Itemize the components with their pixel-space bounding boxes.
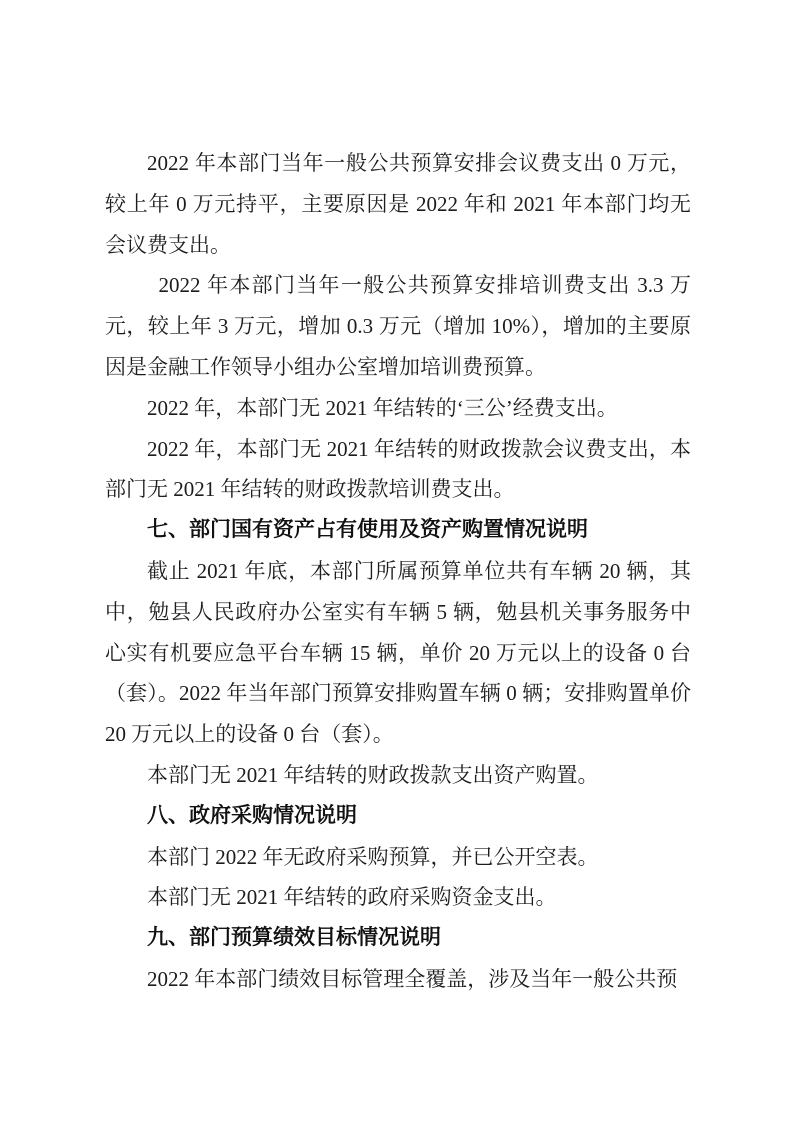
paragraph-meeting-fee: 2022 年本部门当年一般公共预算安排会议费支出 0 万元，较上年 0 万元持平，主要原因是 2022 年和 2021 年本部门均无会议费支出。: [105, 151, 691, 257]
paragraph-three-public-carryover: 2022 年，本部门无 2021 年结转的‘三公’经费支出。: [147, 395, 618, 420]
heading-budget-performance: 九、部门预算绩效目标情况说明: [147, 926, 441, 950]
heading-state-assets: 七、部门国有资产占有使用及资产购置情况说明: [147, 518, 588, 542]
paragraph-procurement-budget: 本部门 2022 年无政府采购预算，并已公开空表。: [147, 844, 599, 869]
paragraph-training-fee: 2022 年本部门当年一般公共预算安排培训费支出 3.3 万元，较上年 3 万元，增加 0.3 万元（增加 10%），增加的主要原因是金融工作领导小组办公室增加培训费预算。: [105, 273, 691, 379]
paragraph-fiscal-carryover: 2022 年，本部门无 2021 年结转的财政拨款会议费支出，本部门无 2021 年结转的财政拨款培训费支出。: [105, 436, 691, 502]
paragraph-procurement-carryover: 本部门无 2021 年结转的政府采购资金支出。: [147, 885, 557, 910]
paragraph-asset-purchase-carryover: 本部门无 2021 年结转的财政拨款支出资产购置。: [147, 762, 599, 787]
document-body: [105, 143, 691, 1000]
heading-government-procurement: 八、政府采购情况说明: [147, 803, 357, 827]
paragraph-assets-detail: 截止 2021 年底，本部门所属预算单位共有车辆 20 辆，其中，勉县人民政府办公室实有车辆 5 辆，勉县机关事务服务中心实有机要应急平台车辆 15 辆，单价 20 万元以上的设备 0 台（套）。2022 年当年部门预算安排购置车辆 0 辆；安排购置单价 20 万元以上的设备 0 台（套）。: [105, 558, 691, 747]
paragraph-performance-coverage: 2022 年本部门绩效目标管理全覆盖，涉及当年一般公共预: [147, 966, 678, 991]
